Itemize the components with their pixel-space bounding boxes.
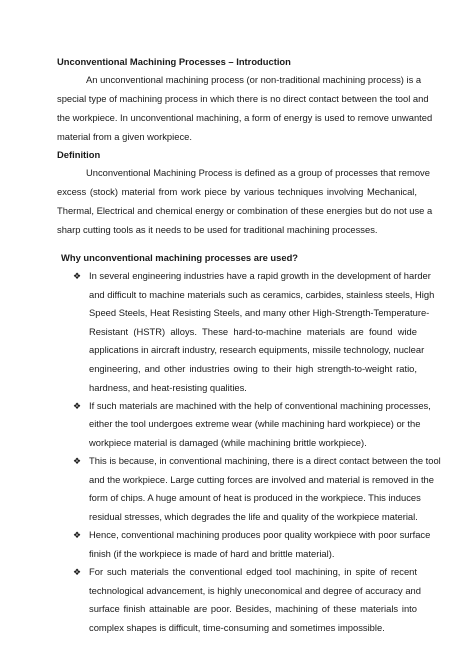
bullet-line: finish (if the workpiece is made of hard and brittle material). (89, 548, 335, 559)
definition-line: sharp cutting tools as it needs to be used for traditional machining processes. (57, 224, 378, 235)
bullet-line: This is because, in conventional machining, there is a direct contact between the tool (89, 455, 441, 466)
why-heading: Why unconventional machining processes are used? (61, 252, 299, 263)
bullet-line: and the workpiece. Large cutting forces are involved and material is removed in the (89, 474, 434, 485)
bullet-line: Hence, conventional machining produces poor quality workpiece with poor surface (89, 529, 431, 540)
bullet-line: and difficult to machine materials such as ceramics, carbides, stainless steels, High (89, 289, 435, 300)
definition-line: excess (stock) material from work piece by various techniques involving Mechanical, (57, 186, 417, 197)
bullet-diamond-icon: ❖ (73, 456, 82, 466)
bullet-line: technological advancement, is highly uneconomical and degree of accuracy and (89, 585, 421, 596)
bullet-diamond-icon: ❖ (73, 567, 82, 577)
bullet-line: either the tool undergoes extreme wear (while machining hard workpiece) or the (89, 418, 421, 429)
bullet-line: hardness, and heat-resisting qualities. (89, 382, 247, 393)
bullet-line: Resistant (HSTR) alloys. These hard-to-machine materials are found wide (89, 326, 417, 337)
intro-line: material from a given workpiece. (57, 131, 192, 142)
bullet-line: Speed Steels, Heat Resisting Steels, and many other High-Strength-Temperature- (89, 307, 430, 318)
bullet-line: residual stresses, which degrades the life and quality of the workpiece material. (89, 511, 418, 522)
intro-line: the workpiece. In unconventional machining, a form of energy is used to remove unwanted (57, 112, 433, 123)
bullet-diamond-icon: ❖ (73, 271, 82, 281)
bullet-line: workpiece material is damaged (while machining brittle workpiece). (89, 437, 367, 448)
bullet-line: If such materials are machined with the help of conventional machining processes, (89, 400, 431, 411)
bullet-line: For such materials the conventional edged tool machining, in spite of recent (89, 566, 417, 577)
definition-line: Thermal, Electrical and chemical energy or combination of these energies but do not use a (57, 205, 433, 216)
definition-line: Unconventional Machining Process is defined as a group of processes that remove (86, 167, 430, 178)
intro-line: special type of machining process in which there is no direct contact between the tool and (57, 93, 429, 104)
bullet-line: applications in aircraft industry, research equipments, missile technology, nuclear (89, 344, 425, 355)
document-title: Unconventional Machining Processes – Introduction (57, 56, 291, 67)
definition-heading: Definition (57, 149, 101, 160)
bullet-line: surface finish attainable are poor. Besides, machining of these materials into (89, 603, 417, 614)
bullet-diamond-icon: ❖ (73, 530, 82, 540)
bullet-line: complex shapes is difficult, time-consuming and sometimes impossible. (89, 622, 385, 633)
bullet-line: form of chips. A huge amount of heat is produced in the workpiece. This induces (89, 492, 421, 503)
bullet-line: engineering, and other industries owing to their high strength-to-weight ratio, (89, 363, 417, 374)
intro-line: An unconventional machining process (or non-traditional machining process) is a (86, 74, 422, 85)
bullet-line: In several engineering industries have a rapid growth in the development of harder (89, 270, 431, 281)
bullet-diamond-icon: ❖ (73, 401, 82, 411)
